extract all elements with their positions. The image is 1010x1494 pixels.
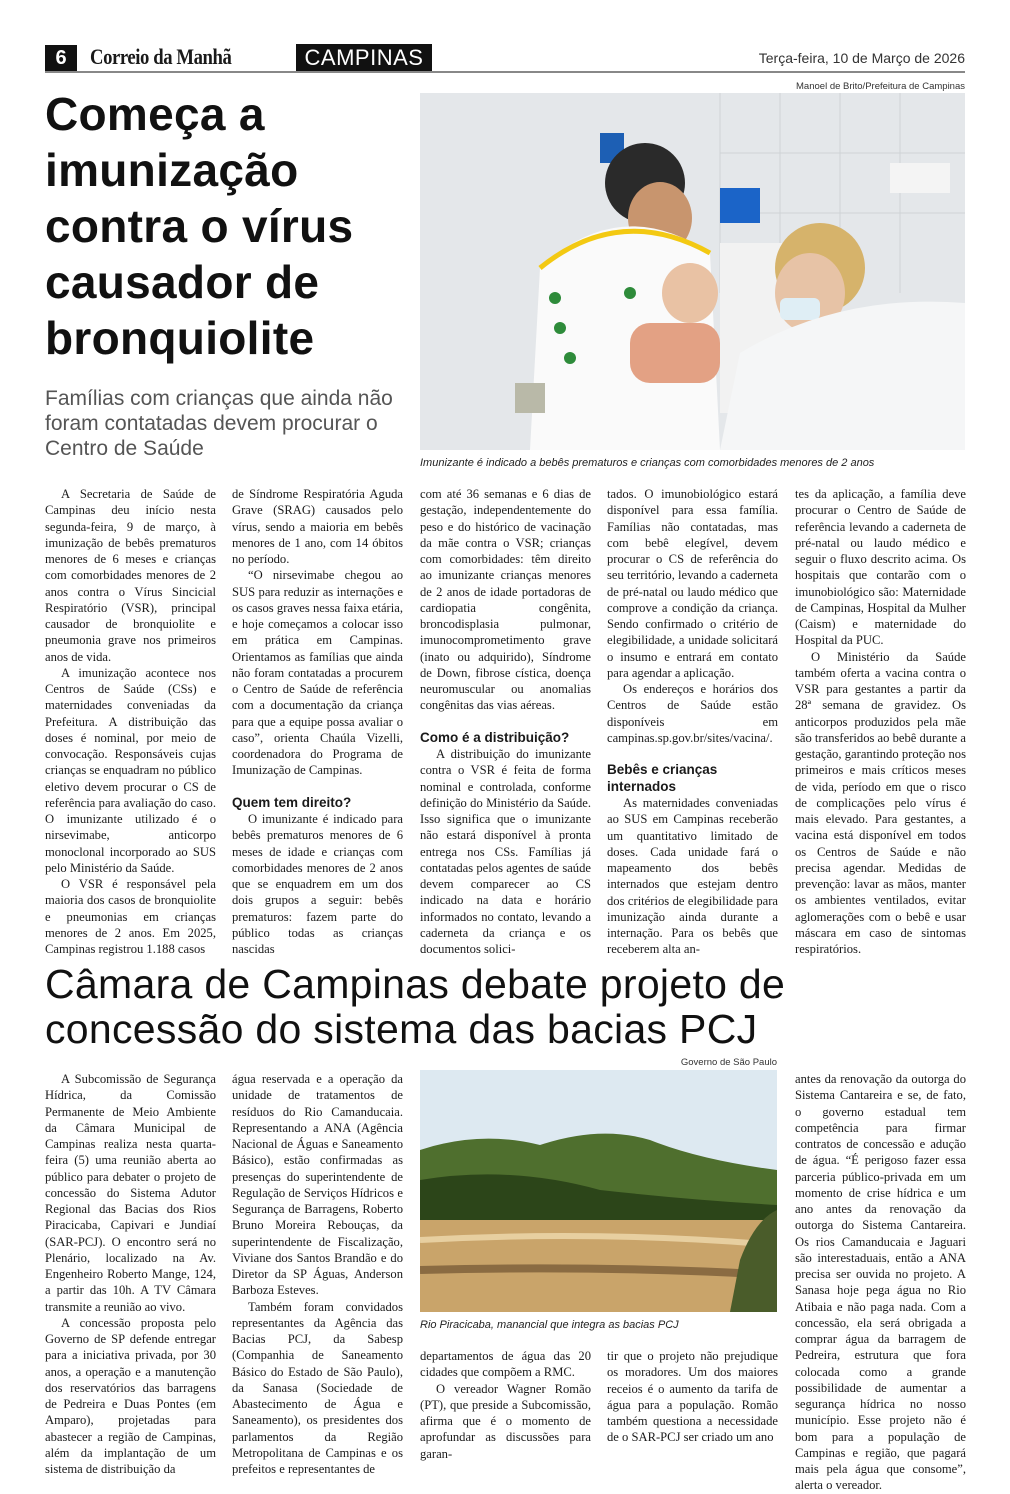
section-label: CAMPINAS [296, 44, 432, 72]
paragraph: O Ministério da Saúde também oferta a vacina contra o VSR para gestantes a partir da 28ª semana de gravidez. Os anticorpos produzidos pela mãe são transferidos ao bebê durante a gestação, garantindo proteção nos primeiros e mais críticos meses de vida, período em que o risco de complicações pelo vírus é mais elevado. Para gestantes, a vacina está disponível em todos os Centros de Saúde e não precisa agendar. Medidas de prevenção: lavar as mãos, manter os ambientes ventilados, evitar aglomerações com o bebê e usar máscara em caso de sintomas respiratórios. [795, 649, 966, 956]
page-number: 6 [45, 45, 77, 71]
paragraph: As maternidades conveniadas ao SUS em Campinas receberão um quantitativo limitado de doses. Cada unidade fará o mapeamento dos bebês internados que estejam dentro dos critérios de elegibilidade para imunização ainda durante a internação. Para os bebês que receberem alta an- [607, 796, 778, 957]
paragraph: tes da aplicação, a família deve procurar o Centro de Saúde de referência levando a caderneta de pré-natal ou laudo médico e seguir o fluxo descrito acima. Os hospitais que contarão com o imunobiológico são: Maternidade de Campinas, Hospital da Mulher (Caism) e maternidade do Hospital da PUC. [795, 487, 966, 648]
article1-column-5 [795, 486, 966, 957]
paragraph: Também foram convidados representantes da Agência das Bacias PCJ, da Sabesp (Companhia de Saneamento Básico do Estado de São Paulo), da Sanasa (Sociedade de Abastecimento de Água e Saneamento), os presidentes dos parlamentos da Região Metropolitana de Campinas e os prefeitos e representantes de [232, 1299, 403, 1476]
header-rule [45, 71, 965, 73]
article2-headline: Câmara de Campinas debate projeto de concessão do sistema das bacias PCJ [45, 961, 786, 1052]
subheading: Bebês e crianças internados [607, 762, 718, 794]
article2-column-3 [420, 1348, 591, 1462]
newspaper-logo: Correio da Manhã [90, 44, 232, 69]
article1-subhead: Famílias com crianças que ainda não foram contatadas devem procurar o Centro de Saúde [45, 387, 393, 460]
paragraph: A imunização acontece nos Centros de Saúde (CSs) e maternidades conveniadas da Prefeitura. A distribuição das doses é nominal, por meio de convocação. Responsáveis cujas crianças se enquadram no público eletivo devem procurar o CS de referência para avaliação do caso. O imunizante utilizado é o nirsevimabe, anticorpo monoclonal incorporado ao SUS pelo Ministério da Saúde. [45, 665, 216, 875]
paragraph: A Subcomissão de Segurança Hídrica, da Comissão Permanente de Meio Ambiente da Câmara Municipal de Campinas realiza nesta quarta-feira (5) uma reunião aberta ao público para debater o projeto de concessão do Sistema Adutor Regional das Bacias dos Rios Piracicaba, Capivari e Jundiaí (SAR-PCJ). O encontro será no Plenário, localizado na Av. Engenheiro Roberto Mange, 124, a partir das 10h. A TV Câmara transmite a reunião ao vivo. [45, 1072, 216, 1314]
paragraph: A Secretaria de Saúde de Campinas deu início nesta segunda-feira, 9 de março, à imunização de bebês prematuros menores de 6 meses e crianças com comorbidades menores de 2 anos contra o Vírus Sincicial Respiratório (VSR), principal causador de bronquiolite e pneumonia grave nos primeiros anos de vida. [45, 487, 216, 664]
article2-photo-caption: Rio Piracicaba, manancial que integra as bacias PCJ [420, 1319, 679, 1331]
article1-headline: Começa a imunização contra o vírus causador de bronquiolite [45, 88, 354, 364]
article2-column-5 [795, 1071, 966, 1494]
paragraph: departamentos de água das 20 cidades que compõem a RMC. [420, 1349, 591, 1380]
paragraph: com até 36 semanas e 6 dias de gestação, independentemente do peso e do histórico de vacinação da mãe contra o VSR; crianças com comorbidades: têm direito ao imunizante crianças menores de 2 anos de idade portadoras de cardiopatia congênita, broncodisplasia pulmonar, imunocomprometimento grave (inato ou adquirido), Síndrome de Down, fibrose cística, doença neuromuscular ou anomalias congênitas das vias aéreas. [420, 487, 591, 713]
article2-column-2 [232, 1071, 403, 1477]
paragraph: água reservada e a operação da unidade de tratamentos de resíduos do Rio Camanducaia. Representando a ANA (Agência Nacional de Águas e Saneamento Básico), estão confirmadas as presenças do superintendente de Regulação de Serviços Hídricos e Segurança de Barragens, Roberto Bruno Moreira Rebouças, da superintendente de Fiscalização, Viviane dos Santos Brandão e do Diretor da SP Águas, Anderson Barboza Esteves. [232, 1072, 403, 1298]
paragraph: A distribuição do imunizante contra o VSR é feita de forma nominal e controlada, conforme definição do Ministério da Saúde. Isso significa que o imunizante não estará disponível à pronta entrega nos CSs. Famílias já contatadas pelos agentes de saúde devem comparecer ao CS indicado na data e horário informados no contato, levando a caderneta da criança e os documentos solici- [420, 747, 591, 956]
article2-photo-credit: Governo de São Paulo [680, 1057, 777, 1068]
article1-column-4 [607, 486, 778, 958]
paragraph: de Síndrome Respiratória Aguda Grave (SRAG) causados pelo vírus, sendo a maioria em bebês menores de 1 ano, com 14 óbitos no período. [232, 487, 403, 566]
paragraph: O vereador Wagner Romão (PT), que preside a Subcomissão, afirma que é o momento de aprofundar as discussões para garan- [420, 1381, 591, 1461]
article2-column-4 [607, 1348, 778, 1446]
paragraph: antes da renovação da outorga do Sistema Cantareira e se, de fato, o governo estadual tem competência para firmar contratos de concessão e adução de água. “É perigoso fazer essa parceria público-privada em um momento de crise hídrica e um ano antes da renovação da outorga do Sistema Cantareira. Os rios Camanducaia e Jaguari são interestaduais, então a ANA precisa ser ouvida no projeto. A Sanasa hoje pega água no Rio Atibaia e não paga nada. Com a concessão, ela será obrigada a comprar água da barragem de Pedreira, estrutura que fora colocada como a grande possibilidade de aumentar a segurança hídrica no nosso município. Esse projeto não é bom para a população de Campinas e região, que pagará mais pela água que consome”, alerta o vereador. [795, 1072, 966, 1493]
paragraph: “O nirsevimabe chegou ao SUS para reduzir as internações e os casos graves nessa faixa etária, e hoje começamos a colocar isso em prática em Campinas. Orientamos as famílias que ainda não foram contatadas a procurem o Centro de Saúde de referência com a documentação da criança para que a equipe possa avaliar o caso”, orienta Chaúla Vizelli, coordenadora do Programa de Imunização de Campinas. [232, 568, 403, 778]
article2-photo-river [420, 1070, 777, 1312]
paragraph: Os endereços e horários dos Centros de Saúde estão disponíveis em campinas.sp.gov.br/sites/vacina/. [607, 682, 778, 745]
river-landscape-image [420, 1070, 777, 1312]
paragraph: tir que o projeto não prejudique os moradores. Um dos maiores receios é o aumento da tarifa de água para a população. Romão também questiona a necessidade de o SAR-PCJ ser criado um ano [607, 1349, 778, 1445]
subheading: Como é a distribuição? [420, 729, 570, 745]
article1-photo-vaccination [420, 93, 965, 450]
paragraph: O VSR é responsável pela maioria dos casos de bronquiolite e pneumonias em crianças menores de 2 anos. Em 2025, Campinas registrou 1.188 casos [45, 877, 216, 956]
article1-column-2 [232, 486, 403, 957]
vaccination-scene-image [420, 93, 965, 450]
article1-photo-caption: Imunizante é indicado a bebês prematuros e crianças com comorbidades menores de 2 anos [420, 457, 875, 469]
article2-column-1 [45, 1071, 216, 1477]
issue-date: Terça-feira, 10 de Março de 2026 [758, 50, 965, 66]
article1-column-3 [420, 486, 591, 957]
paragraph: tados. O imunobiológico estará disponível para essa família. Famílias não contatadas, mas com bebê elegível, devem procurar o CS de referência do seu território, levando a caderneta de pré-natal ou laudo médico que comprove a condição da criança. Sendo confirmado o critério de elegibilidade, a unidade solicitará o insumo e entrará em contato para agendar a aplicação. [607, 487, 778, 680]
paragraph: O imunizante é indicado para bebês prematuros menores de 6 meses de idade e crianças com comorbidades menores de 2 anos que se enquadrem em um dos dois grupos a seguir: bebês prematuros: fazem parte do público todas as crianças nascidas [232, 812, 403, 956]
subheading: Quem tem direito? [232, 794, 352, 810]
paragraph: A concessão proposta pelo Governo de SP defende entregar para a iniciativa privada, por 30 anos, a operação e a manutenção dos reservatórios das barragens de Pedreira e Duas Pontes (em Amparo), projetadas para abastecer a região de Campinas, além da implantação de um sistema de distribuição da [45, 1315, 216, 1476]
article1-photo-credit: Manoel de Brito/Prefeitura de Campinas [796, 81, 965, 92]
article1-column-1 [45, 486, 216, 957]
